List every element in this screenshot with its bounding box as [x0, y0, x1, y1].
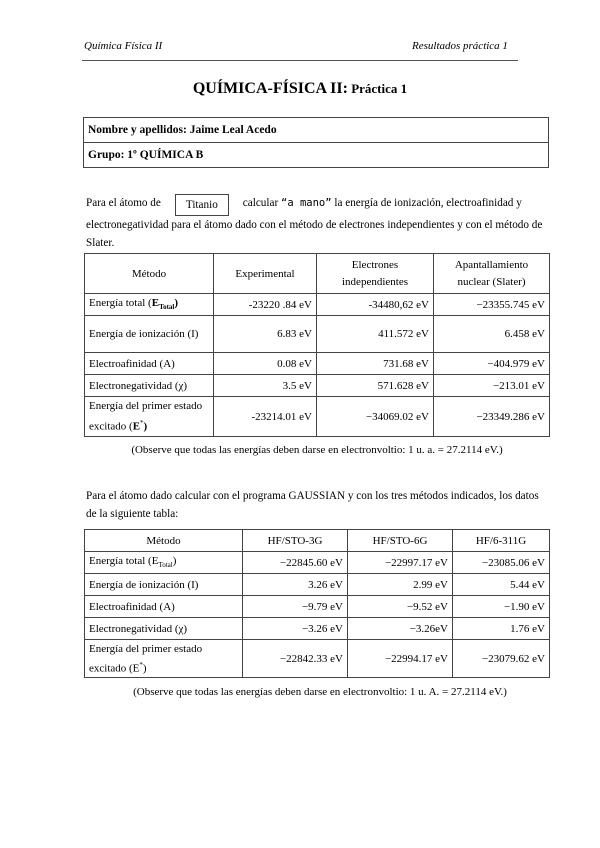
6-311g-value: −1.90 eV — [453, 596, 550, 618]
slater-value: −23349.286 eV — [434, 397, 550, 437]
row-label: Electroafinidad (A) — [85, 596, 243, 618]
gaussian-results-table — [84, 529, 550, 678]
page-title-main: QUÍMICA-FÍSICA II: — [192, 80, 348, 97]
sto6g-value: −22997.17 eV — [348, 552, 453, 574]
row-label: Energía del primer estado excitado (E*) — [85, 640, 243, 678]
intro-paragraph — [86, 194, 546, 253]
row-label: Energía total $(E_{Total})$ — [85, 294, 214, 316]
6-311g-value: −23085.06 eV — [453, 552, 550, 574]
table-header-cell: Apantallamiento nuclear (Slater) — [434, 254, 550, 294]
header-divider — [82, 60, 518, 61]
6-311g-value: 5.44 eV — [453, 574, 550, 596]
experimental-value: -23214.01 eV — [214, 397, 317, 437]
experimental-value: -23220 .84 eV — [214, 294, 317, 316]
sto3g-value: −3.26 eV — [243, 618, 348, 640]
student-info-box — [83, 117, 549, 168]
table-header-cell: Electrones independientes — [317, 254, 434, 294]
sto6g-value: −22994.17 eV — [348, 640, 453, 678]
experimental-value: 6.83 eV — [214, 316, 317, 353]
page-title — [0, 80, 600, 98]
header-course-title: Química Física II — [84, 40, 163, 52]
table-row — [85, 574, 550, 596]
independent-value: -34480,62 eV — [317, 294, 434, 316]
student-group: Grupo: 1º QUÍMICA B — [84, 142, 548, 167]
independent-value: −34069.02 eV — [317, 397, 434, 437]
intro-before: Para el átomo de — [86, 197, 161, 209]
table-header-cell: HF/STO-6G — [348, 530, 453, 552]
table-header-cell: Método — [85, 254, 214, 294]
table-row — [85, 552, 550, 574]
table-row — [85, 294, 550, 316]
sto6g-value: −3.26eV — [348, 618, 453, 640]
slater-value: 6.458 eV — [434, 316, 550, 353]
table-row — [85, 397, 550, 437]
page-title-sub: Práctica 1 — [347, 81, 408, 96]
independent-value: 411.572 eV — [317, 316, 434, 353]
table-row — [85, 640, 550, 678]
row-label: Electronegatividad (χ) — [85, 375, 214, 397]
table-row — [85, 375, 550, 397]
experimental-value: 0.08 eV — [214, 353, 317, 375]
row-label: Energía del primer estado excitado (E*) — [85, 397, 214, 437]
slater-value: −404.979 eV — [434, 353, 550, 375]
table-header-row — [85, 530, 550, 552]
sto6g-value: −9.52 eV — [348, 596, 453, 618]
intro-calc: calcular — [242, 197, 281, 209]
6-311g-value: 1.76 eV — [453, 618, 550, 640]
row-label: Electronegatividad (χ) — [85, 618, 243, 640]
slater-value: −23355.745 eV — [434, 294, 550, 316]
row-label: Electroafinidad (A) — [85, 353, 214, 375]
independent-value: 571.628 eV — [317, 375, 434, 397]
table-header-cell: HF/6-311G — [453, 530, 550, 552]
table-header-cell: Experimental — [214, 254, 317, 294]
atom-field: Titanio — [175, 194, 229, 216]
table-row — [85, 596, 550, 618]
sto3g-value: 3.26 eV — [243, 574, 348, 596]
units-note: (Observe que todas las energías deben darse en electronvoltio: 1 u. a. = 27.2114 eV.) — [131, 444, 503, 456]
row-label: Energía total $(E_{Total})$ — [85, 552, 243, 574]
6-311g-value: −23079.62 eV — [453, 640, 550, 678]
intro-quote: “a mano” — [281, 197, 332, 209]
table-row — [85, 316, 550, 353]
sto3g-value: −22845.60 eV — [243, 552, 348, 574]
table-row — [85, 353, 550, 375]
student-name: Nombre y apellidos: Jaime Leal Acedo — [88, 124, 277, 136]
sto3g-value: −22842.33 eV — [243, 640, 348, 678]
table-header-cell: Método — [85, 530, 243, 552]
slater-value: −213.01 eV — [434, 375, 550, 397]
gaussian-paragraph: Para el átomo dado calcular con el programa GAUSSIAN y con los tres métodos indicados, los datos de la siguiente tabla: — [86, 490, 539, 521]
independent-value: 731.68 eV — [317, 353, 434, 375]
sto6g-value: 2.99 eV — [348, 574, 453, 596]
row-label: Energía de ionización (I) — [85, 316, 214, 353]
sto3g-value: −9.79 eV — [243, 596, 348, 618]
units-note-2: (Observe que todas las energías deben darse en electronvoltio: 1 u. A. = 27.2114 eV.) — [133, 686, 507, 698]
table-row — [85, 618, 550, 640]
experimental-value: 3.5 eV — [214, 375, 317, 397]
table-header-row — [85, 254, 550, 294]
header-report-title: Resultados práctica 1 — [412, 40, 508, 52]
manual-results-table — [84, 253, 550, 437]
intro-rest: la energía de ionización, electroafinidad y electronegatividad para el átomo dado con el método de electrones independientes y con el método de Slater. — [86, 197, 543, 250]
row-label: Energía de ionización (I) — [85, 574, 243, 596]
table-header-cell: HF/STO-3G — [243, 530, 348, 552]
